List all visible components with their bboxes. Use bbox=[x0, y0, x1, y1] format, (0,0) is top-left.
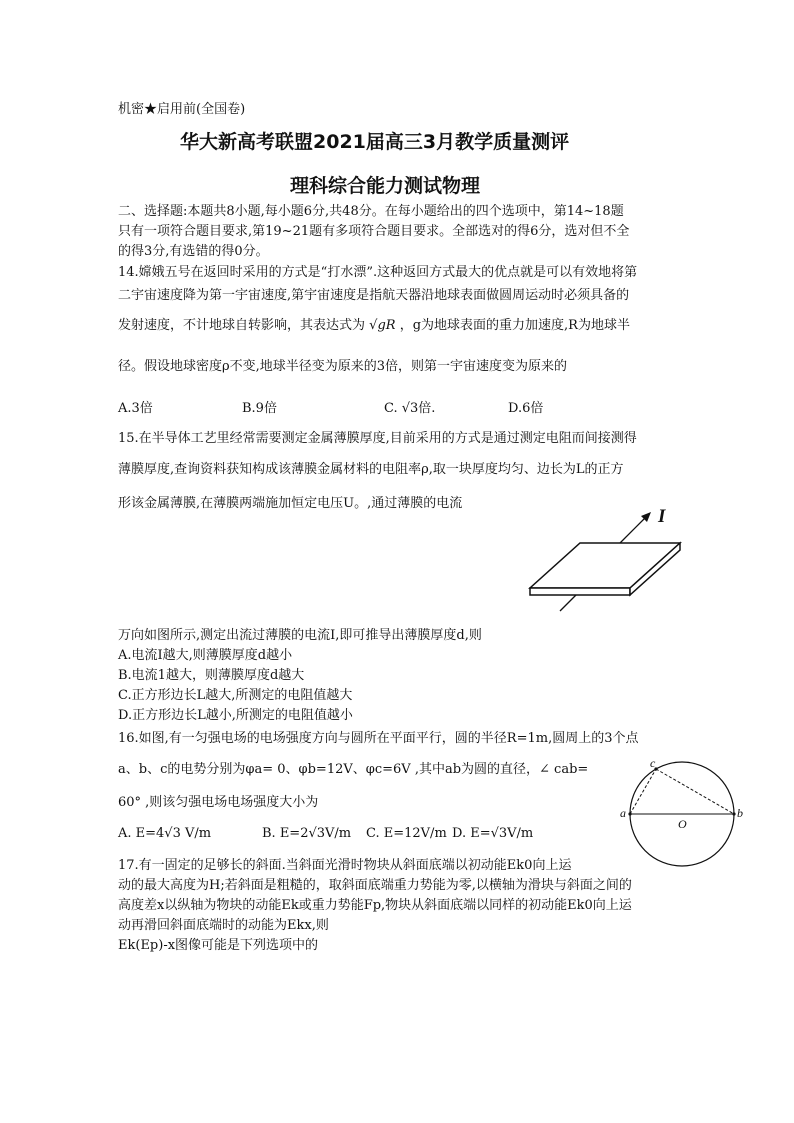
lower-lead bbox=[560, 595, 576, 611]
q14-formula: √gR bbox=[369, 318, 396, 333]
q15-option-c: C.正方形边长L越大,所测定的电阻值越大 bbox=[118, 688, 353, 703]
q14-line3-pre: 发射速度，不计地球自转影响，其表达式为 bbox=[118, 318, 366, 333]
film-front-edge bbox=[530, 588, 630, 595]
instruction-line: 二、选择题:本题共8小题,每小题6分,共48分。在每小题给出的四个选项中，第14~18题 bbox=[118, 204, 624, 219]
q14-line: 径。假设地球密度ρ不变,地球半径变为原来的3倍，则第一宇宙速度变为原来的 bbox=[118, 359, 568, 374]
q15-line: 形该金属薄膜,在薄膜两端施加恒定电压U。,通过薄膜的电流 bbox=[118, 496, 463, 511]
paper-subtitle: 理科综合能力测试物理 bbox=[290, 175, 481, 197]
instruction-line: 的得3分,有选错的得0分。 bbox=[118, 244, 269, 259]
q16-option-c: C. E=12V/m bbox=[366, 826, 447, 841]
q14-option-d: D.6倍 bbox=[508, 401, 544, 416]
q16-option-a: A. E=4√3 V/m bbox=[118, 826, 212, 841]
q17-line: 动的最大高度为H;若斜面是粗糙的，取斜面底端重力势能为零,以横轴为滑块与斜面之间的 bbox=[118, 878, 632, 893]
label-a: a bbox=[620, 806, 626, 820]
circle-figure bbox=[618, 758, 748, 876]
confidential-label: 机密★启用前(全国卷) bbox=[118, 102, 246, 117]
q15-option-b: B.电流1越大，则薄膜厚度d越大 bbox=[118, 668, 305, 683]
thin-film-figure bbox=[520, 500, 690, 630]
q17-line: 高度差x以纵轴为物块的动能Ek或重力势能Fp,物块从斜面底端以同样的初动能Ek0向上运 bbox=[118, 898, 632, 913]
current-label: I bbox=[658, 506, 666, 527]
q14-line: 二宇宙速度降为第一宇宙速度,第宇宙速度是指航天器沿地球表面做圆周运动时必须具备的 bbox=[118, 288, 630, 303]
label-c: c bbox=[650, 758, 656, 770]
q16-line: 60° ,则该匀强电场电场强度大小为 bbox=[118, 795, 319, 810]
current-arrow-line bbox=[618, 515, 648, 545]
q14-line3-post: ，g为地球表面的重力加速度,R为地球半 bbox=[399, 318, 630, 333]
chord-ac bbox=[630, 769, 656, 814]
q15-option-a: A.电流I越大,则薄膜厚度d越小 bbox=[118, 648, 293, 663]
q14-option-a: A.3倍 bbox=[118, 401, 153, 416]
q15-line: 薄膜厚度,查询资料获知构成该薄膜金属材料的电阻率ρ,取一块厚度均匀、边长为L的正方 bbox=[118, 462, 624, 477]
q14-option-c: C. √3倍. bbox=[384, 401, 436, 416]
q14-line3 bbox=[118, 316, 630, 336]
point-b bbox=[732, 812, 735, 815]
q15-option-d: D.正方形边长L越小,所测定的电阻值越小 bbox=[118, 708, 353, 723]
q16-line: 16.如图,有一匀强电场的电场强度方向与圆所在平面平行，圆的半径R=1m,圆周上的3个点 bbox=[118, 731, 639, 746]
q16-option-b: B. E=2√3V/m bbox=[262, 826, 352, 841]
q17-line: 17.有一固定的足够长的斜面.当斜面光滑时物块从斜面底端以初动能Ek0向上运 bbox=[118, 858, 572, 873]
label-b: b bbox=[737, 806, 743, 820]
q17-line: Ek(Ep)-x图像可能是下列选项中的 bbox=[118, 938, 319, 953]
instruction-line: 只有一项符合题目要求,第19~21题有多项符合题目要求。全部选对的得6分，选对但不全 bbox=[118, 224, 630, 239]
label-o: O bbox=[678, 817, 687, 831]
q17-line: 动再滑回斜面底端时的动能为Ekx,则 bbox=[118, 918, 329, 933]
point-a bbox=[628, 812, 631, 815]
q14-line: 14.嫦娥五号在返回时采用的方式是“打水漂”.这种返回方式最大的优点就是可以有效地将第 bbox=[118, 265, 638, 280]
q16-option-d: D. E=√3V/m bbox=[452, 826, 534, 841]
paper-title: 华大新高考联盟2021届高三3月教学质量测评 bbox=[180, 131, 570, 153]
q14-option-b: B.9倍 bbox=[242, 401, 277, 416]
chord-cb bbox=[656, 769, 734, 814]
q15-line: 15.在半导体工艺里经常需要测定金属薄膜厚度,目前采用的方式是通过测定电阻而间接测得 bbox=[118, 431, 637, 446]
q15-line: 万向如图所示,测定出流过薄膜的电流I,即可推导出薄膜厚度d,则 bbox=[118, 628, 482, 643]
q16-line: a、b、c的电势分别为φa= 0、φb=12V、φc=6V ,其中ab为圆的直径，∠ cab= bbox=[118, 762, 589, 777]
